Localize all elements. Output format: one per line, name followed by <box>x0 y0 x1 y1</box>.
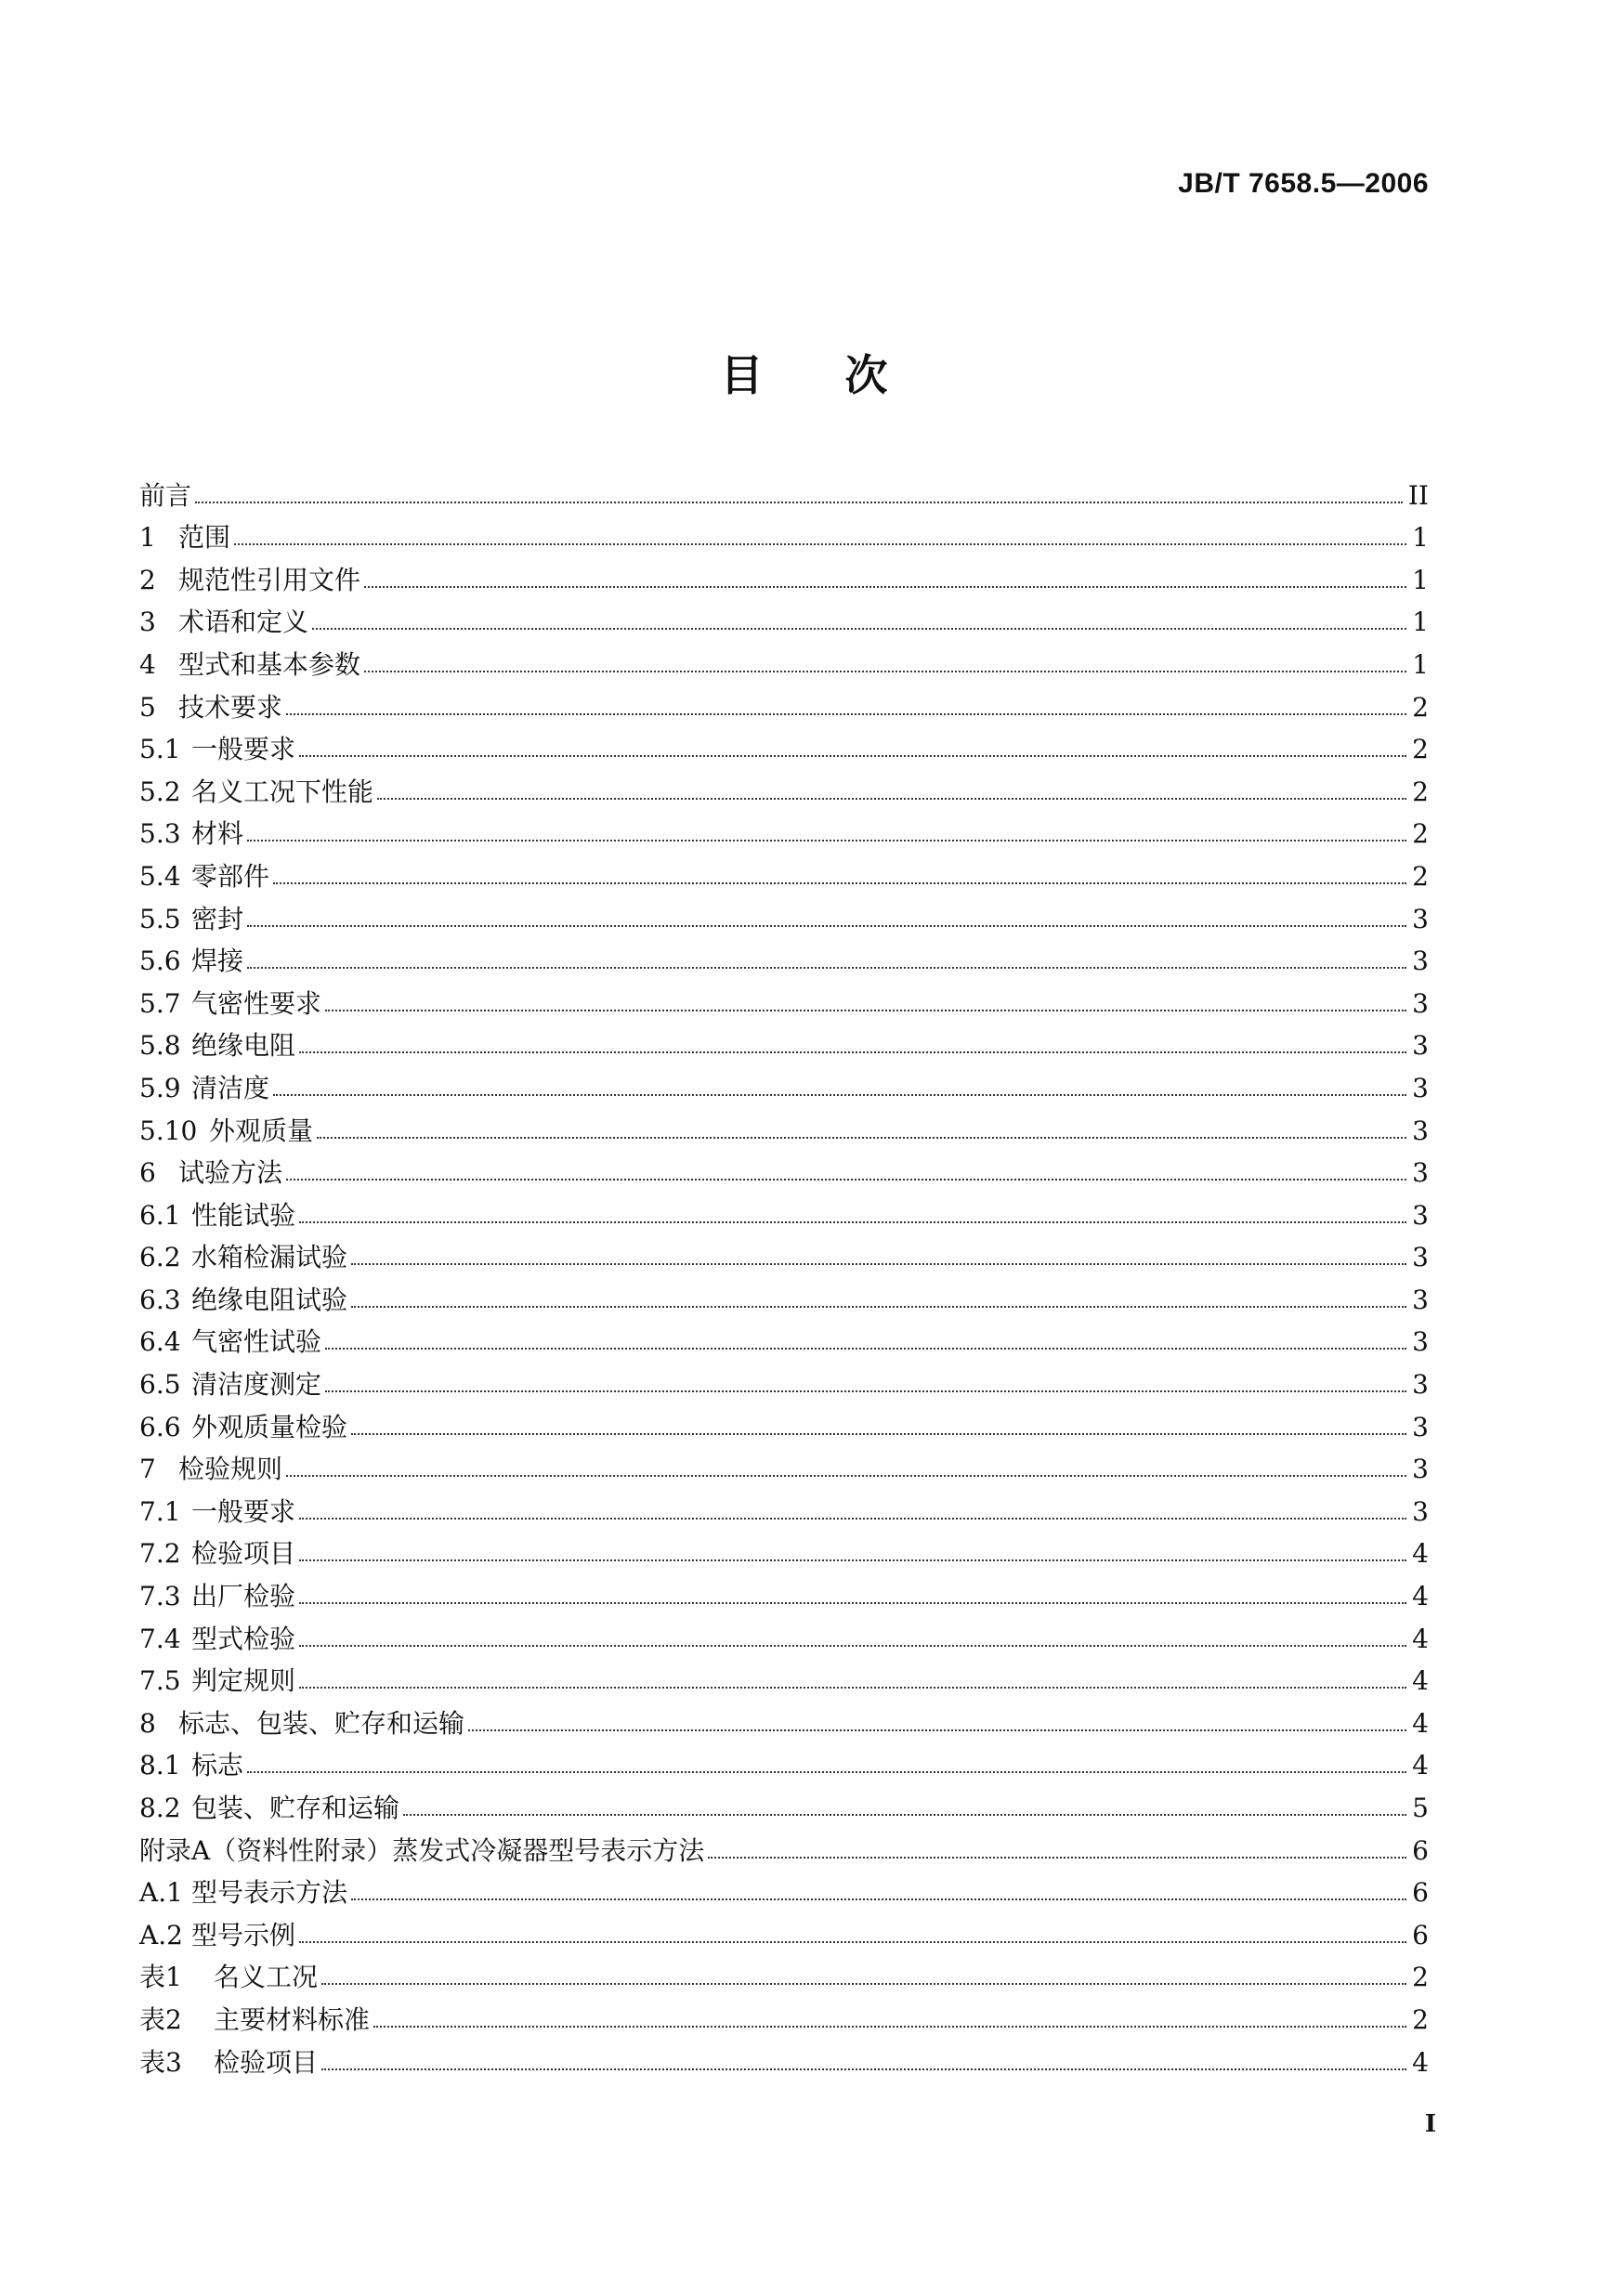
toc-dot-leader <box>299 1645 1406 1647</box>
toc-dot-leader <box>351 1306 1406 1308</box>
toc-entry-page: II <box>1407 479 1429 511</box>
document-code: JB/T 7658.5—2006 <box>1178 168 1429 199</box>
toc-dot-leader <box>247 840 1406 841</box>
toc-dot-leader <box>299 1941 1406 1943</box>
page-number: I <box>1424 2110 1436 2138</box>
toc-dot-leader <box>377 798 1406 800</box>
toc-dot-leader <box>247 967 1406 969</box>
toc-entry-number: 5.2 <box>139 776 181 807</box>
toc-dot-leader <box>247 925 1406 927</box>
toc-entry-title: 外观质量 <box>209 1115 314 1146</box>
toc-entry-page: 4 <box>1412 1707 1429 1739</box>
toc-entry-page: 2 <box>1412 2003 1429 2035</box>
toc-entry-page: 1 <box>1412 522 1429 554</box>
toc-dot-leader <box>299 1051 1406 1053</box>
toc-entry[interactable] <box>139 2033 1429 2076</box>
toc-dot-leader <box>364 671 1406 672</box>
toc-entry-number: 5.4 <box>139 860 181 892</box>
toc-entry[interactable] <box>139 1779 1429 1821</box>
toc-entry-number: 表1 <box>139 1962 182 1993</box>
toc-entry-page: 3 <box>1412 1115 1429 1146</box>
toc-entry-title: 检验项目 <box>214 2046 319 2078</box>
toc-entry-page: 4 <box>1412 2046 1429 2078</box>
toc-entry[interactable] <box>139 1737 1429 1780</box>
toc-dot-leader <box>325 1348 1406 1350</box>
toc-entry-number: 5 <box>139 691 156 723</box>
toc-entry-page: 4 <box>1412 1750 1429 1781</box>
toc-entry-number: 表2 <box>139 2003 182 2035</box>
toc-entry-title: 绝缘电阻试验 <box>191 1284 348 1315</box>
toc-entry-number: 5.3 <box>139 818 181 850</box>
toc-entry[interactable] <box>139 594 1429 636</box>
toc-entry[interactable] <box>139 1652 1429 1695</box>
toc-entry-page: 1 <box>1412 564 1429 595</box>
toc-entry-number: 7.3 <box>139 1581 181 1612</box>
toc-entry-number: 5.8 <box>139 1030 181 1062</box>
toc-entry-title: 气密性要求 <box>191 987 322 1019</box>
toc-entry-title: 型式检验 <box>191 1623 296 1654</box>
toc-dot-leader <box>273 1094 1406 1096</box>
toc-entry-number: 2 <box>139 564 156 595</box>
toc-entry-title: 材料 <box>191 818 244 850</box>
toc-entry-title: 标志、包装、贮存和运输 <box>178 1707 465 1739</box>
toc-entry-page: 2 <box>1412 691 1429 723</box>
toc-entry-number: 8.1 <box>139 1750 181 1781</box>
toc-entry-title: 前言 <box>139 479 192 511</box>
toc-entry-page: 4 <box>1412 1538 1429 1570</box>
toc-entry-page: 6 <box>1412 1919 1429 1950</box>
toc-dot-leader <box>351 1263 1406 1265</box>
toc-entry[interactable] <box>139 551 1429 594</box>
toc-entry-title: 规范性引用文件 <box>178 564 361 595</box>
toc-dot-leader <box>373 2026 1406 2028</box>
toc-dot-leader <box>299 1559 1406 1561</box>
toc-entry-title: 外观质量检验 <box>191 1411 348 1442</box>
toc-dot-leader <box>325 1010 1406 1011</box>
toc-entry[interactable] <box>139 1017 1429 1060</box>
toc-entry-number: 4 <box>139 648 156 680</box>
toc-entry-page: 2 <box>1412 818 1429 850</box>
toc-dot-leader <box>468 1729 1406 1731</box>
toc-entry-page: 1 <box>1412 607 1429 638</box>
toc-entry-title: 出厂检验 <box>191 1581 296 1612</box>
toc-dot-leader <box>299 1221 1406 1223</box>
toc-entry[interactable] <box>139 1144 1429 1187</box>
toc-entry-page: 3 <box>1412 1326 1429 1358</box>
toc-entry-page: 1 <box>1412 648 1429 680</box>
toc-entry[interactable] <box>139 635 1429 678</box>
toc-entry-title: 型号表示方法 <box>191 1877 348 1909</box>
toc-entry[interactable] <box>139 1482 1429 1525</box>
toc-entry-title: 范围 <box>178 522 231 554</box>
toc-dot-leader <box>321 1983 1406 1985</box>
toc-entry-number: 6.4 <box>139 1326 181 1358</box>
toc-entry-number: 5.10 <box>139 1115 198 1146</box>
toc-entry-title: 一般要求 <box>191 734 296 765</box>
toc-dot-leader <box>317 1137 1406 1139</box>
toc-entry-title: 术语和定义 <box>178 607 309 638</box>
toc-entry-number: 7.2 <box>139 1538 181 1570</box>
toc-dot-leader <box>708 1857 1406 1859</box>
toc-entry-title: 技术要求 <box>178 691 283 723</box>
toc-entry-number: 7.5 <box>139 1665 181 1697</box>
toc-entry-number: 5.5 <box>139 903 181 934</box>
toc-entry[interactable] <box>139 1229 1429 1272</box>
toc-entry-page: 4 <box>1412 1665 1429 1697</box>
toc-entry-page: 2 <box>1412 734 1429 765</box>
toc-entry-number: 5.1 <box>139 734 181 765</box>
toc-dot-leader <box>312 628 1406 630</box>
toc-dot-leader <box>351 1898 1406 1900</box>
toc-dot-leader <box>299 1518 1406 1520</box>
toc-entry-title: 主要材料标准 <box>214 2003 371 2035</box>
toc-entry-page: 6 <box>1412 1877 1429 1909</box>
toc-entry[interactable] <box>139 1864 1429 1907</box>
toc-entry[interactable] <box>139 678 1429 721</box>
toc-entry-page: 3 <box>1412 1030 1429 1062</box>
toc-entry-number: 6.6 <box>139 1411 181 1442</box>
toc-dot-leader <box>364 586 1406 588</box>
toc-entry[interactable] <box>139 1313 1429 1356</box>
toc-entry-title: 一般要求 <box>191 1495 296 1527</box>
toc-entry[interactable] <box>139 1398 1429 1441</box>
toc-entry-title: 水箱检漏试验 <box>191 1242 348 1273</box>
toc-entry-title: 性能试验 <box>191 1199 296 1231</box>
toc-entry-title: 型号示例 <box>191 1919 296 1950</box>
toc-dot-leader <box>299 1602 1406 1604</box>
toc-dot-leader <box>247 1771 1406 1773</box>
table-of-contents <box>139 466 1429 2076</box>
toc-entry-number: 8.2 <box>139 1793 181 1823</box>
toc-entry[interactable] <box>139 847 1429 890</box>
toc-entry-number: 6.3 <box>139 1284 181 1315</box>
toc-entry-title: 气密性试验 <box>191 1326 322 1358</box>
toc-entry-title: 清洁度 <box>191 1072 270 1103</box>
toc-entry-page: 3 <box>1412 903 1429 934</box>
toc-entry[interactable] <box>139 1821 1429 1864</box>
toc-entry-number: A.1 <box>139 1877 183 1909</box>
toc-entry[interactable] <box>139 1567 1429 1610</box>
toc-dot-leader <box>321 2068 1406 2070</box>
toc-entry[interactable] <box>139 466 1429 509</box>
toc-entry-number: 5.6 <box>139 946 181 977</box>
toc-entry-title: 名义工况下性能 <box>191 776 374 807</box>
toc-entry[interactable] <box>139 890 1429 933</box>
toc-dot-leader <box>299 755 1406 757</box>
toc-entry-number: 7 <box>139 1454 156 1485</box>
toc-entry[interactable] <box>139 1525 1429 1568</box>
toc-entry-title: 判定规则 <box>191 1665 296 1697</box>
toc-dot-leader <box>325 1390 1406 1392</box>
toc-entry[interactable] <box>139 1355 1429 1401</box>
toc-entry-number: 5.9 <box>139 1072 181 1103</box>
toc-entry-title: 附录A（资料性附录）蒸发式冷凝器型号表示方法 <box>139 1834 705 1866</box>
toc-entry[interactable] <box>139 763 1429 805</box>
toc-entry-title: 型式和基本参数 <box>178 648 361 680</box>
toc-entry[interactable] <box>139 933 1429 975</box>
toc-entry-page: 4 <box>1412 1623 1429 1654</box>
toc-dot-leader <box>234 543 1406 545</box>
toc-entry-number: 3 <box>139 607 156 638</box>
toc-entry-page: 3 <box>1412 1454 1429 1485</box>
toc-entry[interactable] <box>139 1906 1429 1949</box>
toc-entry-title: 标志 <box>191 1750 244 1781</box>
toc-entry-page: 3 <box>1412 1072 1429 1103</box>
toc-entry-page: 3 <box>1412 1369 1429 1401</box>
toc-entry[interactable] <box>139 805 1429 848</box>
toc-entry[interactable] <box>139 509 1429 552</box>
toc-dot-leader <box>273 882 1406 884</box>
toc-entry-title: 零部件 <box>191 860 270 892</box>
toc-entry-number: 7.1 <box>139 1495 181 1527</box>
toc-dot-leader <box>351 1433 1406 1435</box>
page-title: 目次 <box>720 350 970 400</box>
toc-entry-title: 名义工况 <box>214 1962 319 1993</box>
toc-entry-page: 3 <box>1412 1242 1429 1273</box>
toc-entry-title: 检验规则 <box>178 1454 283 1485</box>
toc-entry-number: 6.2 <box>139 1242 181 1273</box>
toc-entry-page: 2 <box>1412 776 1429 807</box>
toc-entry-number: 7.4 <box>139 1623 181 1654</box>
toc-entry[interactable] <box>139 1102 1429 1144</box>
toc-entry-page: 3 <box>1412 1284 1429 1315</box>
toc-dot-leader <box>286 1179 1406 1181</box>
toc-entry[interactable] <box>139 721 1429 763</box>
toc-entry-page: 3 <box>1412 946 1429 977</box>
toc-entry[interactable] <box>139 1059 1429 1102</box>
toc-entry[interactable] <box>139 1949 1429 1991</box>
toc-entry-number: 5.7 <box>139 987 181 1019</box>
toc-entry[interactable] <box>139 1441 1429 1483</box>
toc-entry-page: 3 <box>1412 1411 1429 1442</box>
toc-entry[interactable] <box>139 1186 1429 1229</box>
toc-entry-title: 检验项目 <box>191 1538 296 1570</box>
toc-entry-page: 2 <box>1412 1962 1429 1993</box>
toc-entry-title: 试验方法 <box>178 1157 283 1189</box>
toc-entry-title: 绝缘电阻 <box>191 1030 296 1062</box>
toc-entry[interactable] <box>139 1990 1429 2033</box>
toc-dot-leader <box>299 1687 1406 1689</box>
toc-dot-leader <box>195 502 1403 503</box>
toc-entry-title: 密封 <box>191 903 244 934</box>
toc-entry-number: 6.5 <box>139 1369 181 1401</box>
toc-entry-number: 8 <box>139 1707 156 1739</box>
toc-entry[interactable] <box>139 974 1429 1017</box>
toc-entry-title: 清洁度测定 <box>191 1369 322 1401</box>
toc-entry[interactable] <box>139 1694 1429 1737</box>
toc-entry-page: 5 <box>1412 1793 1429 1823</box>
toc-entry-page: 6 <box>1412 1834 1429 1866</box>
toc-dot-leader <box>286 1475 1406 1477</box>
toc-entry-page: 3 <box>1412 1495 1429 1527</box>
toc-entry[interactable] <box>139 1610 1429 1652</box>
toc-dot-leader <box>286 713 1406 715</box>
toc-entry-page: 3 <box>1412 1199 1429 1231</box>
toc-entry-number: A.2 <box>139 1919 183 1950</box>
toc-entry-page: 4 <box>1412 1581 1429 1612</box>
toc-dot-leader <box>403 1814 1406 1816</box>
toc-entry-title: 包装、贮存和运输 <box>191 1793 400 1823</box>
toc-entry-page: 2 <box>1412 860 1429 892</box>
toc-entry-number: 6.1 <box>139 1199 181 1231</box>
toc-entry-title: 焊接 <box>191 946 244 977</box>
toc-entry-page: 3 <box>1412 1157 1429 1189</box>
toc-entry-number: 1 <box>139 522 156 554</box>
toc-entry-number: 表3 <box>139 2046 182 2078</box>
toc-entry-page: 3 <box>1412 987 1429 1019</box>
toc-entry-number: 6 <box>139 1157 156 1189</box>
toc-entry[interactable] <box>139 1271 1429 1313</box>
